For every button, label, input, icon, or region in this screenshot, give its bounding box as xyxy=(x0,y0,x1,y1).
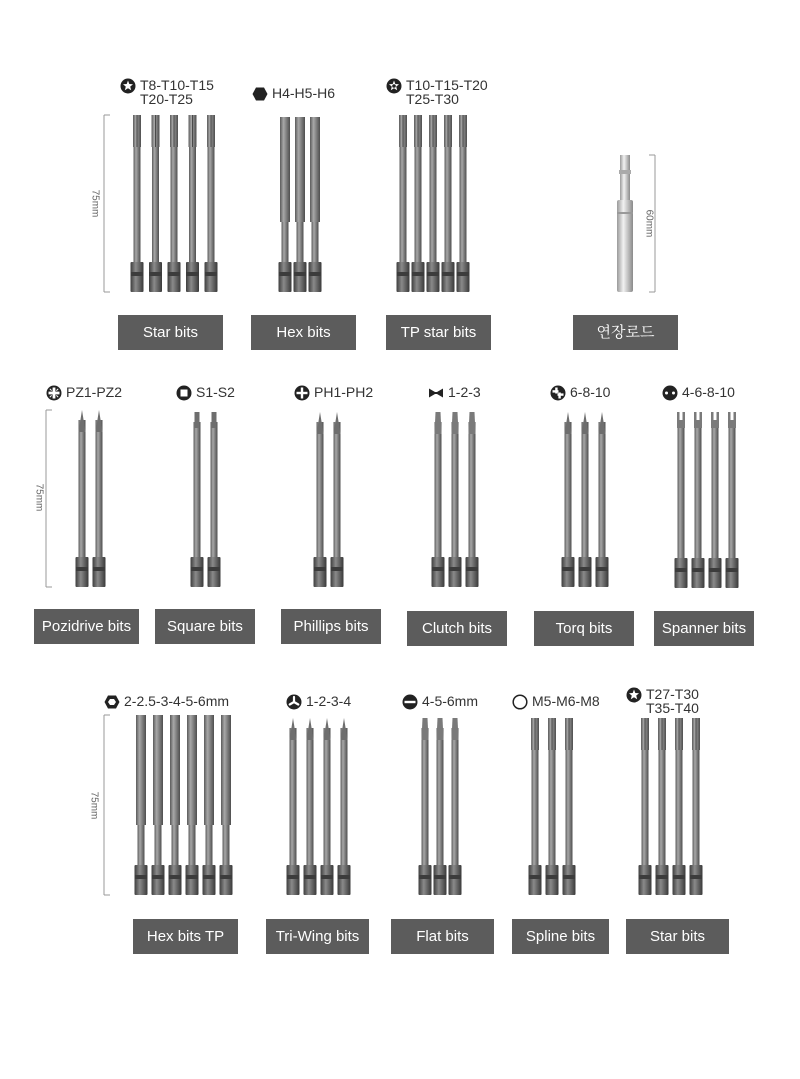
bit xyxy=(304,718,317,895)
spec-line: 4-5-6mm xyxy=(422,693,479,709)
bit xyxy=(675,412,688,588)
torx-star-icon xyxy=(120,78,136,94)
dimension-label: 75mm xyxy=(33,483,45,512)
header-g15 xyxy=(626,687,699,715)
spec-line: T8-T10-T15 xyxy=(140,77,214,93)
bit xyxy=(397,115,410,292)
spec-line: 4-6-8-10 xyxy=(682,384,735,400)
spanner-icon xyxy=(662,385,678,401)
bit xyxy=(220,715,233,895)
bit xyxy=(563,718,576,895)
label-star-bits-large: Star bits xyxy=(626,919,729,954)
header-g3 xyxy=(386,78,488,106)
bit xyxy=(449,412,462,587)
spec-line: T20-T25 xyxy=(140,91,193,107)
bit xyxy=(434,718,447,895)
spec-line: PH1-PH2 xyxy=(314,384,374,400)
bit xyxy=(562,412,575,587)
extension-rod xyxy=(617,155,633,292)
spec-line: H4-H5-H6 xyxy=(272,85,336,101)
label-square-bits: Square bits xyxy=(155,609,255,644)
label-pozidrive-bits: Pozidrive bits xyxy=(34,609,139,644)
tri-wing-icon xyxy=(286,694,302,710)
bit xyxy=(656,718,669,895)
bit xyxy=(205,115,218,292)
header-g11 xyxy=(104,694,229,710)
spec-line: M5-M6-M8 xyxy=(532,693,600,709)
bit xyxy=(673,718,686,895)
header-g1 xyxy=(120,78,214,106)
torq-set-icon xyxy=(550,385,566,401)
hex-icon xyxy=(104,694,120,710)
bit xyxy=(529,718,542,895)
spec-line: T35-T40 xyxy=(646,700,699,716)
spec-line: T10-T15-T20 xyxy=(406,77,488,93)
bit xyxy=(76,410,89,587)
bit xyxy=(287,718,300,895)
pozidriv-icon xyxy=(46,385,62,401)
bit xyxy=(639,718,652,895)
label-hex-bits-tp: Hex bits TP xyxy=(133,919,238,954)
clutch-bowtie-icon xyxy=(428,385,444,401)
bit xyxy=(169,715,182,895)
bit xyxy=(726,412,739,588)
dimension-label: 75mm xyxy=(89,189,101,218)
bit xyxy=(432,412,445,587)
header-g2 xyxy=(252,86,335,102)
bit xyxy=(442,115,455,292)
bit xyxy=(449,718,462,895)
bit xyxy=(457,115,470,292)
label-torq-bits: Torq bits xyxy=(534,611,634,646)
header-g9 xyxy=(550,385,610,401)
header-g7 xyxy=(294,385,373,401)
bit xyxy=(546,718,559,895)
spec-line: 2-2.5-3-4-5-6mm xyxy=(124,693,230,709)
bit xyxy=(93,410,106,587)
bit xyxy=(191,412,204,587)
bit xyxy=(338,718,351,895)
bit xyxy=(331,412,344,587)
label-clutch-bits: Clutch bits xyxy=(407,611,507,646)
spec-line: PZ1-PZ2 xyxy=(66,384,123,400)
bit xyxy=(294,117,307,292)
bit xyxy=(321,718,334,895)
bit xyxy=(427,115,440,292)
label-tp-star-bits: TP star bits xyxy=(386,315,491,350)
bit xyxy=(309,117,322,292)
bit xyxy=(466,412,479,587)
spline-icon xyxy=(512,694,528,710)
spec-line: 1-2-3-4 xyxy=(306,693,352,709)
header-g8 xyxy=(428,385,481,401)
dimension-bracket xyxy=(104,115,110,292)
bit xyxy=(412,115,425,292)
bit xyxy=(419,718,432,895)
spec-line: T27-T30 xyxy=(646,686,699,702)
label-star-bits: Star bits xyxy=(118,315,223,350)
header-g13 xyxy=(402,694,478,710)
torx-star-icon xyxy=(626,687,642,703)
bit xyxy=(152,715,165,895)
bit xyxy=(186,715,199,895)
spec-line: T25-T30 xyxy=(406,91,459,107)
dimension-label: 75mm xyxy=(88,791,100,820)
header-g5 xyxy=(46,385,122,401)
label-spanner-bits: Spanner bits xyxy=(654,611,754,646)
bit xyxy=(149,115,162,292)
bit xyxy=(186,115,199,292)
bit xyxy=(579,412,592,587)
bit xyxy=(692,412,705,588)
bit xyxy=(596,412,609,587)
label-extension-rod: 연장로드 xyxy=(573,315,678,350)
header-g10 xyxy=(662,385,735,401)
bit xyxy=(135,715,148,895)
phillips-icon xyxy=(294,385,310,401)
spec-line: 6-8-10 xyxy=(570,384,611,400)
bit xyxy=(314,412,327,587)
tamperproof-star-icon xyxy=(386,78,402,94)
label-spline-bits: Spline bits xyxy=(512,919,609,954)
square-drive-icon xyxy=(176,385,192,401)
bit xyxy=(168,115,181,292)
label-tri-wing-bits: Tri-Wing bits xyxy=(266,919,369,954)
dimension-bracket xyxy=(104,715,110,895)
bit xyxy=(709,412,722,588)
dimension-bracket xyxy=(46,410,52,587)
dimension-label: 60mm xyxy=(643,209,655,238)
header-g6 xyxy=(176,385,235,401)
label-hex-bits: Hex bits xyxy=(251,315,356,350)
label-phillips-bits: Phillips bits xyxy=(281,609,381,644)
bit xyxy=(131,115,144,292)
hex-icon xyxy=(252,86,268,102)
spec-line: S1-S2 xyxy=(196,384,235,400)
label-flat-bits: Flat bits xyxy=(391,919,494,954)
bit xyxy=(690,718,703,895)
bit xyxy=(208,412,221,587)
spec-line: 1-2-3 xyxy=(448,384,481,400)
bit xyxy=(203,715,216,895)
header-g12 xyxy=(286,694,351,710)
bit xyxy=(279,117,292,292)
header-g14 xyxy=(512,694,600,710)
slotted-icon xyxy=(402,694,418,710)
